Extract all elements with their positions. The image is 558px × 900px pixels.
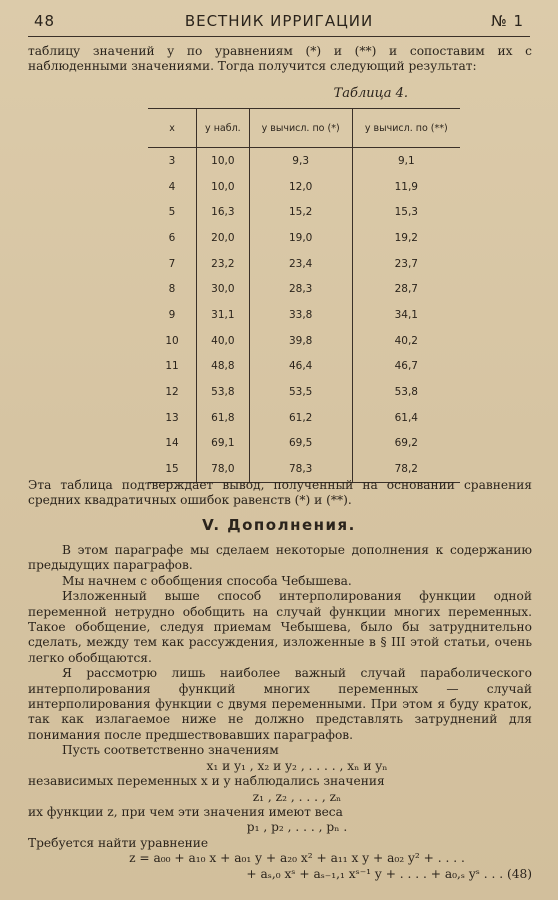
table-row — [148, 174, 460, 200]
table-cell: 10,0 — [197, 148, 250, 174]
table-cell: 10 — [165, 334, 179, 347]
text-line: независимых переменных x и y наблюдались значения — [28, 774, 385, 789]
table-cell: 39,8 — [249, 328, 352, 354]
formula: p₁ , p₂ , . . . , pₙ . — [246, 820, 348, 835]
table-cell: 28,3 — [249, 276, 352, 302]
table-row — [148, 199, 460, 225]
table-row — [148, 276, 460, 302]
table-cell: 69,2 — [352, 431, 460, 457]
intro-paragraph: таблицу значений y по уравнениям (*) и (**) и сопоставим их с наблюденными значениями. Тогда получится следующий результат: — [28, 44, 532, 74]
table-cell: 48,8 — [197, 354, 250, 380]
table-row — [148, 225, 460, 251]
table-cell: 19,2 — [352, 225, 460, 251]
table-cell: 78,2 — [352, 456, 460, 482]
formula: z₁ , z₂ , . . . , zₙ — [252, 789, 342, 804]
table-cell: 33,8 — [249, 302, 352, 328]
section-body — [28, 543, 532, 882]
table-cell: 61,4 — [352, 405, 460, 431]
table-cell: 19,0 — [249, 225, 352, 251]
table-cell: 69,5 — [249, 431, 352, 457]
table-row — [148, 148, 460, 174]
table-cell: 3 — [168, 154, 176, 167]
table-cell: 53,8 — [197, 379, 250, 405]
table-cell: 9,1 — [352, 148, 460, 174]
column-header: y набл. — [197, 109, 250, 148]
formula: + aₛ,₀ xˢ + aₛ₋₁,₁ xˢ⁻¹ y + . . . . + a₀,ₛ yˢ . . . (48) — [246, 866, 532, 881]
table-row — [148, 251, 460, 277]
table-cell: 28,7 — [352, 276, 460, 302]
table-cell: 6 — [168, 231, 176, 244]
table-cell: 16,3 — [197, 199, 250, 225]
text-line: Требуется найти уравнение — [28, 835, 209, 850]
table-cell: 11 — [165, 360, 179, 373]
paragraph: Мы начнем с обобщения способа Чебышева. — [62, 573, 352, 588]
table-cell: 15 — [148, 456, 197, 482]
table-cell: 23,7 — [352, 251, 460, 277]
table-cell: 20,0 — [197, 225, 250, 251]
table-cell: 9 — [168, 308, 176, 321]
table-cell: 10,0 — [197, 174, 250, 200]
paragraph: Пусть соответственно значениям — [62, 743, 279, 758]
page-header — [28, 10, 530, 37]
table-cell: 40,0 — [197, 328, 250, 354]
table-cell: 23,2 — [197, 251, 250, 277]
table-row — [148, 328, 460, 354]
formula: x₁ и y₁ , x₂ и y₂ , . . . . , xₙ и yₙ — [206, 758, 388, 773]
table-cell: 61,2 — [249, 405, 352, 431]
table-cell: 46,7 — [352, 354, 460, 380]
table-cell: 34,1 — [352, 302, 460, 328]
table-cell: 53,5 — [249, 379, 352, 405]
formula: z = a₀₀ + a₁₀ x + a₀₁ y + a₂₀ x² + a₁₁ x y + a₀₂ y² + . . . . — [129, 851, 465, 866]
table-cell: 5 — [168, 206, 176, 219]
table-cell: 78,0 — [197, 456, 250, 482]
table-row — [148, 379, 460, 405]
table-cell: 12 — [165, 386, 179, 399]
table-cell: 13 — [165, 411, 179, 424]
paragraph: Я рассмотрю лишь наиболее важный случай параболического интерполирования функций многих переменных — случай интерполирования функции с двумя переменными. При этом я буду краток, так как излагаемое ниже не должно представлять затруднений для понимания после предшествовавших параграфов. — [28, 666, 532, 742]
page-number: 48 — [34, 12, 56, 30]
table-cell: 53,8 — [352, 379, 460, 405]
table-cell: 69,1 — [197, 431, 250, 457]
table-header-row — [148, 109, 460, 148]
paragraph: В этом параграфе мы сделаем некоторые дополнения к содержанию предыдущих параграфов. — [28, 543, 532, 573]
table-cell: 31,1 — [197, 302, 250, 328]
table-caption: Таблица 4. — [333, 86, 408, 101]
column-header: y вычисл. по (*) — [249, 109, 352, 148]
table-body — [148, 148, 460, 483]
table-row — [148, 431, 460, 457]
data-table — [148, 108, 460, 483]
table-cell: 11,9 — [352, 174, 460, 200]
after-table-paragraph: Эта таблица подтверждает вывод, полученный на основании сравнения средних квадратичных ошибок равенств (*) и (**). — [28, 478, 532, 508]
table-cell: 78,3 — [249, 456, 352, 482]
table-cell: 23,4 — [249, 251, 352, 277]
table-cell: 4 — [168, 180, 176, 193]
table-cell: 7 — [168, 257, 176, 270]
column-header: y вычисл. по (**) — [352, 109, 460, 148]
table-row — [148, 354, 460, 380]
table-cell: 30,0 — [197, 276, 250, 302]
table-cell: 14 — [165, 437, 179, 450]
journal-title: ВЕСТНИК ИРРИГАЦИИ — [184, 12, 374, 30]
section-heading: V. Дополнения. — [202, 516, 356, 534]
table-cell: 46,4 — [249, 354, 352, 380]
table-cell: 12,0 — [249, 174, 352, 200]
table-cell: 40,2 — [352, 328, 460, 354]
column-header: x — [148, 109, 197, 148]
issue-number: № 1 — [491, 12, 524, 30]
table-cell: 61,8 — [197, 405, 250, 431]
table-row — [148, 302, 460, 328]
table-cell: 15,2 — [249, 199, 352, 225]
table-cell: 8 — [168, 283, 176, 296]
paragraph: Изложенный выше способ интерполирования функции одной переменной нетрудно обобщить на случай функции многих переменных. Такое обобщение, следуя приемам Чебышева, было бы затруднительно сделать, между тем как рассуждения, изложенные в § III этой статьи, очень легко обобщаются. — [28, 589, 532, 665]
table-cell: 9,3 — [249, 148, 352, 174]
table-row — [148, 405, 460, 431]
text-line: их функции z, при чем эти значения имеют веса — [28, 804, 343, 819]
table-cell: 15,3 — [352, 199, 460, 225]
